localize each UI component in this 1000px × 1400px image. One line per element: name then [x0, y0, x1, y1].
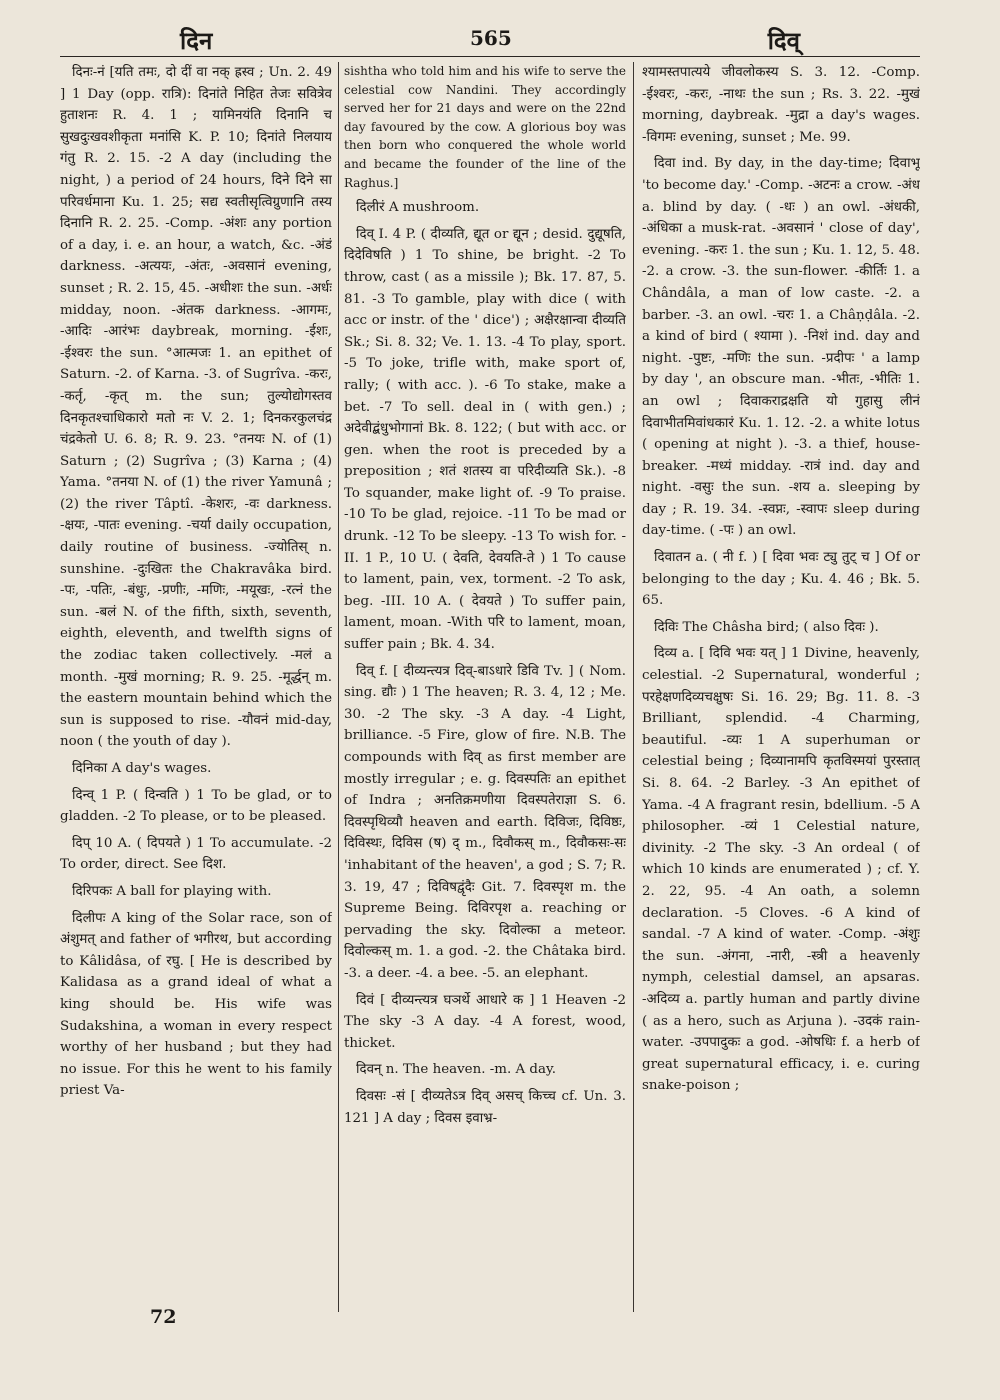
entry-diripaka: दिरिपकः A ball for playing with.	[72, 883, 272, 899]
header-right-guideword: दिव्	[767, 26, 800, 55]
page-number: 565	[470, 26, 512, 50]
entry-div-feminine: दिव् f. [ दीव्यन्त्यत्र दिव्-बाऽधारे डिवि Tv. ] ( Nom. sing. द्यौः ) 1 The heaven; R. 3. 4, 12 ; Me. 30. -2 The sky. -3 A day. -4 Light, brilliance. -5 Fire, glow of fire. N.B. The compounds with दिव् as first member are mostly irregular ; e. g. दिवस्पतिः an epithet of Indra ; अनतिक्रमणीया दिवस्पतेराज्ञा S. 6. दिवस्पृथिव्यौ heaven and earth. दिविजः, दिविष्ठः, दिविस्थः, दिविस (ष) द् m., दिवौकस् m., दिवौकसः-सः 'inhabitant of the heaven', a god ; S. 7; R. 3. 19, 47 ; दिविषद्वृंदैः Git. 7. दिवस्पृश m. the Supreme Being. दिविरपृश a. reaching or pervading the sky. दिवोल्का a meteor. दिवोल्कस् m. 1. a god. -2. the Châtaka bird. -3. a deer. -4. a bee. -5. an elephant.	[344, 663, 626, 981]
entry-divan: दिवन् n. The heaven. -m. A day.	[356, 1062, 557, 1078]
entry-dilipa: दिलीपः A king of the Solar race, son of अंशुमत् and father of भगीरथ, but according to Kâlidâsa, of रघु. [ He is described by Kalidasa as a grand ideal of what a king should be. His wife was Sudakshina, a woman in every respect worthy of her husband ; but they had no issue. For this he went to his family priest Va-	[60, 910, 332, 1099]
entry-divam: दिवं [ दीव्यन्त्यत्र घञर्थे आधारे क ] 1 Heaven -2 The sky -3 A day. -4 A forest, wood, thicket.	[344, 992, 626, 1051]
column-3	[642, 62, 920, 1330]
entry-dina: दिनः-नं [यति तमः, दो दीं वा नक् ह्रस्व ; Un. 2. 49 ] 1 Day (opp. रात्रि): दिनांते निहित तेजः सवित्रेव हुताशनः R. 4. 1 ; यामिनयंति दिनानि च सुखदुःखवशीकृता मनांसि K. P. 10; दिनांते निलयाय गंतु R. 2. 15. -2 A day (including the night, ) a period of 24 hours, दिने दिने सा परिवर्धमाना Ku. 1. 25; सद्य स्वतीसृत्विग्रुणानि तस्य दिनानि R. 2. 25. -Comp. -अंशः any portion of a day, i. e. an hour, a watch, &c. -अंडं darkness. -अत्ययः, -अंतः, -अवसानं evening, sunset ; R. 2. 15, 45. -अधीशः the sun. -अर्धः midday, noon. -अंतक darkness. -आगमः, -आदिः -आरंभः daybreak, morning. -ईशः, -ईश्वरः the sun. °आत्मजः 1. an epithet of Saturn. -2. of Karna. -3. of Sugrîva. -करः, -कर्तृ, -कृत् m. the sun; तुल्योद्योगस्तव दिनकृतश्चाधिकारो मतो नः V. 2. 1; दिनकरकुलचंद्र चंद्रकेतो U. 6. 8; R. 9. 23. °तनयः N. of (1) Saturn ; (2) Sugrîva ; (3) Karna ; (4) Yama. °तनया N. of (1) the river Yamunâ ; (2) the river Tâptî. -केशरः, -वः darkness. -क्षयः, -पातः evening. -चर्या daily occupation, daily routine of business. -ज्योतिस् n. sunshine. -दुःखितः the Chakravâka bird. -पः, -पतिः, -बंधुः, -प्रणीः, -मणिः, -मयूखः, -रत्नं the sun. -बलं N. of the fifth, sixth, seventh, eighth, eleventh, and twelfth signs of the zodiac taken collectively. -मलं a month. -मुखं morning; R. 9. 25. -मूर्द्धन् m. the eastern mountain behind which the sun is supposed to rise. -यौवनं mid-day, noon ( the youth of day ).	[60, 65, 332, 750]
column-rule-1	[338, 62, 339, 1312]
column-1	[60, 62, 332, 1330]
entry-dilira: दिलीरं A mushroom.	[356, 200, 480, 216]
entry-dinika: दिनिका A day's wages.	[72, 761, 212, 776]
entry-diva: दिवा ind. By day, in the day-time; दिवाभू 'to become day.' -Comp. -अटनः a crow. -अंध a. blind by day. ( -धः ) an owl. -अंधकी, -अंधिका a musk-rat. -अवसानं ' close of day', evening. -करः 1. the sun ; Ku. 1. 12, 5. 48. -2. a crow. -3. the sun-flower. -कीर्तिः 1. a Chândâla, a man of low caste. -2. a barber. -3. an owl. -चरः 1. a Châṇḍâla. -2. a kind of bird ( श्यामा ). -निशं ind. day and night. -पुष्टः, -मणिः the sun. -प्रदीपः ' a lamp by day ', an obscure man. -भीतः, -भीतिः 1. an owl ; दिवाकराद्रक्षति यो गुहासु लीनं दिवाभीतमिवांधकारं Ku. 1. 12. -2. a white lotus ( opening at night ). -3. a thief, house-breaker. -मध्यं midday. -रात्रं ind. day and night. -वसुः the sun. -शय a. sleeping by day ; R. 19. 34. -स्वप्नः, -स्वापः sleep during day-time. ( -पः ) an owl.	[642, 156, 920, 539]
entry-div-verb: दिव् I. 4 P. ( दीव्यति, द्यूत or द्यून ; desid. दुद्यूषति, दिदेविषति ) 1 To shine, be bright. -2 To throw, cast ( as a missile ); Bk. 17. 87, 5. 81. -3 To gamble, play with dice ( with acc or instr. of the ' dice') ; अक्षैरक्षान्वा दीव्यति Sk.; Si. 8. 32; Ve. 1. 13. -4 To play, sport. -5 To joke, trifle with, make sport of, rally; ( with acc. ). -6 To stake, make a bet. -7 To sell. deal in ( with gen.) ; अदेवीद्बंधुभोगानां Bk. 8. 122; ( but with acc. or gen. when the root is preceded by a preposition ; शतं शतस्य वा परिदीव्यति Sk.). -8 To squander, make light of. -9 To praise. -10 To be glad, rejoice. -11 To be mad or drunk. -12 To be sleepy. -13 To wish for. -II. 1 P., 10 U. ( देवति, देवयति-ते ) 1 To cause to lament, pain, vex, torment. -2 To ask, beg. -III. 10 A. ( देवयते ) To suffer pain, lament, moan. -With परि to lament, moan, suffer pain ; Bk. 4. 34.	[344, 226, 626, 653]
column-2	[344, 62, 626, 1330]
entry-divi: दिविः The Châsha bird; ( also दिवः ).	[654, 619, 879, 635]
entry-dinv: दिन्व् 1 P. ( दिन्वति ) 1 To be glad, or to gladden. -2 To please, or to be pleased.	[60, 787, 332, 825]
entry-dilipa-continued: sishtha who told him and his wife to serve the celestial cow Nandini. They accordingly served her for 21 days and were on the 22nd day favoured by the cow. A glorious boy was then born who conquered the whole world and became the founder of the line of the Raghus.]	[344, 64, 626, 190]
entry-divatana: दिवातन a. ( नी f. ) [ दिवा भवः ट्यु तुट् च ] Of or belonging to the day ; Ku. 4. 46 ; Bk. 5. 65.	[642, 550, 920, 609]
page-header	[60, 22, 920, 57]
signature-mark: 72	[150, 1306, 177, 1328]
entry-divya: दिव्य a. [ दिवि भवः यत् ] 1 Divine, heavenly, celestial. -2 Supernatural, wonderful ; परहेक्षणदिव्यचक्षुषः Si. 16. 29; Bg. 11. 8. -3 Brilliant, splendid. -4 Charming, beautiful. -व्यः 1 A superhuman or celestial being ; दिव्यानामपि कृतविस्मयां पुरस्तात् Si. 8. 64. -2 Barley. -3 An epithet of Yama. -4 A fragrant resin, bdellium. -5 A philosopher. -व्यं 1 Celestial nature, divinity. -2 The sky. -3 An ordeal ( of which 10 kinds are enumerated ) ; cf. Y. 2. 22, 95. -4 An oath, a solemn declaration. -5 Cloves. -6 A kind of sandal. -7 A kind of water. -Comp. -अंशुः the sun. -अंगना, -नारी, -स्त्री a heavenly nymph, celestial damsel, an apsaras. -अदिव्य a. partly human and partly divine ( as a hero, such as Arjuna ). -उदकं rain-water. -उपपादुकः a god. -ओषधिः f. a herb of great supernatural efficacy, i. e. curing snake-poison ;	[642, 646, 920, 1094]
entry-divasa-continued: श्यामस्तपात्यये जीवलोकस्य S. 3. 12. -Comp. -ईश्वरः, -करः, -नाथः the sun ; Rs. 3. 22. -मुखं morning, daybreak. -मुद्रा a day's wages. -विगमः evening, sunset ; Me. 99.	[642, 65, 920, 145]
header-left-guideword: दिन	[180, 26, 213, 55]
entry-divasa: दिवसः -सं [ दीव्यतेऽत्र दिव् असच् किच्च cf. Un. 3. 121 ] A day ; दिवस इवाभ्र-	[344, 1088, 626, 1126]
entry-dip: दिप् 10 A. ( दिपयते ) 1 To accumulate. -2 To order, direct. See दिश.	[60, 835, 332, 873]
column-rule-2	[633, 62, 634, 1312]
